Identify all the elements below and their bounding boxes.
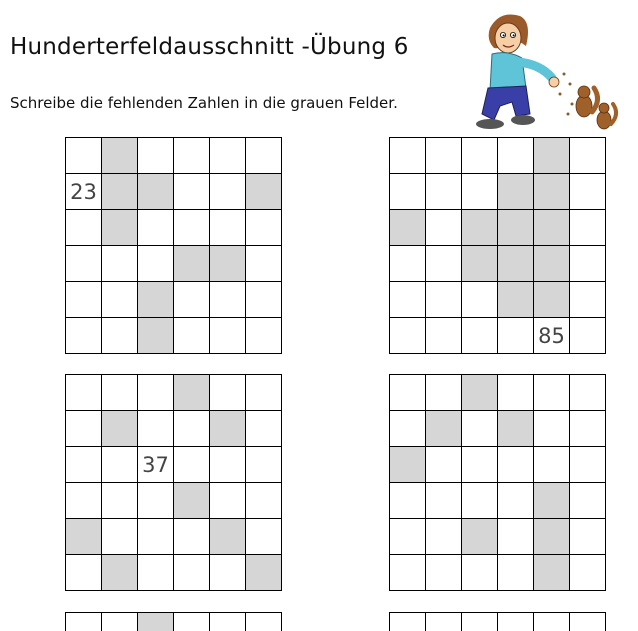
empty-cell	[246, 318, 282, 354]
empty-cell	[246, 447, 282, 483]
gray-answer-cell	[210, 411, 246, 447]
empty-cell	[570, 375, 606, 411]
empty-cell	[390, 555, 426, 591]
gray-answer-cell	[102, 555, 138, 591]
empty-cell	[534, 375, 570, 411]
page-title: Hunderterfeldausschnitt -Übung 6	[10, 34, 409, 60]
empty-cell	[426, 210, 462, 246]
empty-cell	[570, 411, 606, 447]
empty-cell	[210, 282, 246, 318]
empty-cell	[102, 447, 138, 483]
empty-cell	[570, 246, 606, 282]
empty-cell	[66, 318, 102, 354]
gray-answer-cell	[426, 411, 462, 447]
empty-cell	[138, 483, 174, 519]
empty-cell	[174, 411, 210, 447]
gray-answer-cell	[390, 447, 426, 483]
empty-cell	[210, 138, 246, 174]
empty-cell	[390, 318, 426, 354]
empty-cell	[570, 483, 606, 519]
gray-answer-cell	[498, 210, 534, 246]
empty-cell	[210, 174, 246, 210]
gray-answer-cell	[102, 138, 138, 174]
empty-cell	[462, 411, 498, 447]
empty-cell	[246, 246, 282, 282]
empty-cell	[210, 447, 246, 483]
empty-cell	[570, 519, 606, 555]
gray-answer-cell	[534, 483, 570, 519]
number-grid-5	[65, 612, 282, 631]
empty-cell	[102, 375, 138, 411]
number-grid-4	[389, 374, 606, 591]
gray-answer-cell	[138, 174, 174, 210]
empty-cell	[210, 483, 246, 519]
empty-cell	[426, 447, 462, 483]
empty-cell	[462, 282, 498, 318]
empty-cell	[102, 483, 138, 519]
gray-answer-cell	[174, 246, 210, 282]
empty-cell	[426, 174, 462, 210]
gray-answer-cell	[102, 210, 138, 246]
empty-cell	[102, 613, 138, 631]
gray-answer-cell	[498, 282, 534, 318]
empty-cell	[138, 519, 174, 555]
empty-cell	[246, 483, 282, 519]
empty-cell	[174, 210, 210, 246]
empty-cell	[174, 555, 210, 591]
empty-cell	[498, 138, 534, 174]
gray-answer-cell	[174, 375, 210, 411]
given-number-cell: 85	[534, 318, 570, 354]
empty-cell	[138, 375, 174, 411]
empty-cell	[174, 282, 210, 318]
gray-answer-cell	[138, 282, 174, 318]
empty-cell	[498, 555, 534, 591]
empty-cell	[66, 411, 102, 447]
gray-answer-cell	[210, 246, 246, 282]
empty-cell	[390, 246, 426, 282]
girl-feeding-squirrels-illustration	[460, 10, 630, 135]
empty-cell	[462, 318, 498, 354]
gray-answer-cell	[102, 411, 138, 447]
empty-cell	[426, 246, 462, 282]
gray-answer-cell	[534, 174, 570, 210]
empty-cell	[138, 411, 174, 447]
empty-cell	[390, 375, 426, 411]
empty-cell	[390, 483, 426, 519]
empty-cell	[174, 447, 210, 483]
empty-cell	[102, 246, 138, 282]
empty-cell	[570, 555, 606, 591]
empty-cell	[138, 138, 174, 174]
empty-cell	[246, 210, 282, 246]
empty-cell	[534, 613, 570, 631]
instruction-text: Schreibe die fehlenden Zahlen in die grauen Felder.	[10, 94, 398, 112]
gray-answer-cell	[498, 174, 534, 210]
empty-cell	[174, 138, 210, 174]
empty-cell	[174, 174, 210, 210]
empty-cell	[426, 375, 462, 411]
empty-cell	[534, 447, 570, 483]
gray-answer-cell	[534, 138, 570, 174]
empty-cell	[390, 613, 426, 631]
gray-answer-cell	[534, 555, 570, 591]
empty-cell	[174, 318, 210, 354]
empty-cell	[66, 210, 102, 246]
number-grid-6	[389, 612, 606, 631]
empty-cell	[66, 138, 102, 174]
number-grid-2	[389, 137, 606, 354]
empty-cell	[498, 447, 534, 483]
empty-cell	[390, 411, 426, 447]
empty-cell	[426, 318, 462, 354]
empty-cell	[138, 555, 174, 591]
empty-cell	[210, 375, 246, 411]
number-grid-1	[65, 137, 282, 354]
empty-cell	[246, 411, 282, 447]
empty-cell	[570, 613, 606, 631]
empty-cell	[570, 282, 606, 318]
empty-cell	[390, 519, 426, 555]
empty-cell	[174, 613, 210, 631]
empty-cell	[246, 613, 282, 631]
gray-answer-cell	[498, 411, 534, 447]
empty-cell	[426, 519, 462, 555]
empty-cell	[462, 174, 498, 210]
empty-cell	[570, 447, 606, 483]
gray-answer-cell	[534, 210, 570, 246]
gray-answer-cell	[246, 555, 282, 591]
gray-answer-cell	[462, 519, 498, 555]
empty-cell	[570, 318, 606, 354]
gray-answer-cell	[462, 375, 498, 411]
empty-cell	[498, 613, 534, 631]
empty-cell	[462, 138, 498, 174]
empty-cell	[210, 555, 246, 591]
empty-cell	[570, 174, 606, 210]
empty-cell	[390, 174, 426, 210]
gray-answer-cell	[138, 613, 174, 631]
empty-cell	[66, 483, 102, 519]
gray-answer-cell	[534, 519, 570, 555]
gray-answer-cell	[174, 483, 210, 519]
given-number-cell: 23	[66, 174, 102, 210]
gray-answer-cell	[102, 174, 138, 210]
empty-cell	[426, 555, 462, 591]
empty-cell	[462, 483, 498, 519]
empty-cell	[102, 318, 138, 354]
empty-cell	[174, 519, 210, 555]
gray-answer-cell	[462, 246, 498, 282]
gray-answer-cell	[210, 519, 246, 555]
empty-cell	[102, 519, 138, 555]
empty-cell	[390, 138, 426, 174]
empty-cell	[570, 210, 606, 246]
empty-cell	[498, 375, 534, 411]
empty-cell	[462, 613, 498, 631]
empty-cell	[246, 138, 282, 174]
gray-answer-cell	[534, 282, 570, 318]
gray-answer-cell	[390, 210, 426, 246]
empty-cell	[66, 375, 102, 411]
gray-answer-cell	[498, 246, 534, 282]
given-number-cell: 37	[138, 447, 174, 483]
empty-cell	[426, 282, 462, 318]
empty-cell	[570, 138, 606, 174]
empty-cell	[426, 613, 462, 631]
gray-answer-cell	[246, 174, 282, 210]
empty-cell	[66, 447, 102, 483]
empty-cell	[66, 246, 102, 282]
empty-cell	[138, 246, 174, 282]
empty-cell	[138, 210, 174, 246]
empty-cell	[498, 483, 534, 519]
empty-cell	[534, 411, 570, 447]
empty-cell	[66, 555, 102, 591]
empty-cell	[210, 613, 246, 631]
empty-cell	[462, 555, 498, 591]
empty-cell	[66, 282, 102, 318]
gray-answer-cell	[66, 519, 102, 555]
empty-cell	[210, 318, 246, 354]
gray-answer-cell	[138, 318, 174, 354]
empty-cell	[102, 282, 138, 318]
empty-cell	[498, 519, 534, 555]
empty-cell	[246, 519, 282, 555]
empty-cell	[426, 483, 462, 519]
empty-cell	[246, 375, 282, 411]
gray-answer-cell	[462, 210, 498, 246]
empty-cell	[462, 447, 498, 483]
empty-cell	[246, 282, 282, 318]
empty-cell	[210, 210, 246, 246]
empty-cell	[426, 138, 462, 174]
empty-cell	[66, 613, 102, 631]
gray-answer-cell	[534, 246, 570, 282]
empty-cell	[498, 318, 534, 354]
empty-cell	[390, 282, 426, 318]
number-grid-3	[65, 374, 282, 591]
